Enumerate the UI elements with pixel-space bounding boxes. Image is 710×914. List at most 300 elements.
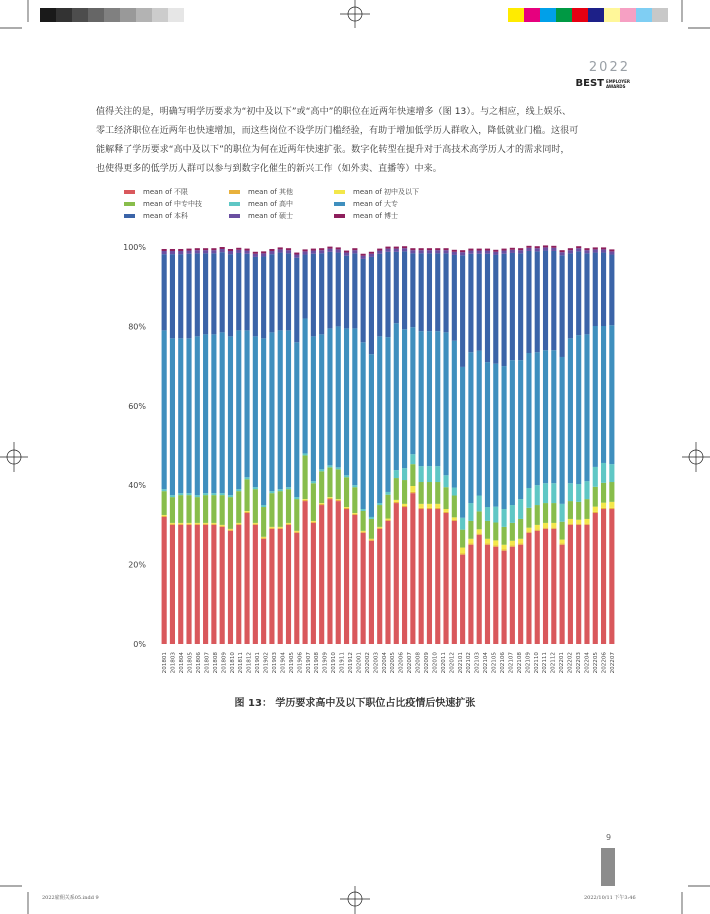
bar-segment bbox=[535, 531, 540, 644]
bar-segment bbox=[576, 335, 581, 484]
bar-segment bbox=[253, 525, 258, 644]
bar-segment bbox=[477, 251, 482, 254]
bar-segment bbox=[535, 505, 540, 525]
bar-segment bbox=[419, 466, 424, 482]
bar-segment bbox=[526, 251, 531, 353]
bar-segment bbox=[535, 352, 540, 485]
bar-segment bbox=[543, 350, 548, 483]
bar-segment bbox=[435, 508, 440, 509]
bar-segment bbox=[162, 254, 167, 330]
bar-segment bbox=[485, 521, 490, 539]
bar-segment bbox=[584, 524, 589, 525]
bar-segment bbox=[601, 326, 606, 463]
bar-segment bbox=[253, 487, 258, 489]
bar-segment bbox=[336, 501, 341, 644]
x-tick-label: 202001 bbox=[356, 652, 363, 674]
bar-segment bbox=[593, 247, 598, 249]
bar-segment bbox=[319, 334, 324, 469]
bar-segment bbox=[394, 323, 399, 470]
bar-segment bbox=[211, 495, 216, 523]
x-tick-label: 202102 bbox=[466, 652, 473, 674]
bar-segment bbox=[518, 253, 523, 360]
bar-segment bbox=[460, 548, 465, 554]
bar-segment bbox=[352, 485, 357, 487]
bar-segment bbox=[510, 546, 515, 547]
bar-segment bbox=[443, 248, 448, 250]
bar-segment bbox=[228, 249, 233, 251]
bar-segment bbox=[344, 509, 349, 644]
bar-segment bbox=[311, 251, 316, 254]
logo-line2: AWARDS bbox=[605, 84, 626, 89]
bar-segment bbox=[394, 478, 399, 500]
bar-segment bbox=[377, 505, 382, 527]
x-tick-label: 201805 bbox=[187, 652, 194, 674]
bar-segment bbox=[294, 342, 299, 497]
bar-segment bbox=[278, 529, 283, 644]
bar-segment bbox=[344, 253, 349, 256]
x-tick-label: 201812 bbox=[246, 652, 253, 674]
bar-segment bbox=[253, 336, 258, 487]
bar-segment bbox=[211, 334, 216, 493]
bar-segment bbox=[427, 509, 432, 644]
bar-segment bbox=[195, 248, 200, 250]
bar-segment bbox=[294, 497, 299, 499]
bar-segment bbox=[303, 500, 308, 501]
bar-segment bbox=[336, 326, 341, 467]
bar-segment bbox=[203, 334, 208, 493]
bar-segment bbox=[468, 249, 473, 251]
bar-segment bbox=[319, 253, 324, 334]
bar-segment bbox=[186, 251, 191, 254]
bar-segment bbox=[186, 254, 191, 339]
bar-segment bbox=[203, 493, 208, 495]
bar-segment bbox=[278, 491, 283, 527]
bar-segment bbox=[468, 254, 473, 352]
bar-segment bbox=[576, 502, 581, 520]
bar-segment bbox=[186, 525, 191, 644]
bar-segment bbox=[361, 532, 366, 533]
bar-segment bbox=[410, 464, 415, 486]
bar-segment bbox=[493, 523, 498, 541]
bar-segment bbox=[510, 360, 515, 505]
bar-segment bbox=[543, 483, 548, 503]
paragraph-line-2: 零工经济职位在近两年也快速增加，而这些岗位不设学历门槛经验，有助于增加低学历人群收入，降低就业门槛。这很可 bbox=[96, 126, 579, 136]
bar-segment bbox=[452, 341, 457, 488]
paragraph-line-4: 也使得更多的低学历人群可以参与到数字化催生的新兴工作（如外卖、直播等）中来。 bbox=[96, 164, 442, 174]
bar-segment bbox=[344, 508, 349, 509]
bar-segment bbox=[485, 249, 490, 251]
legend-label: mean of 本科 bbox=[143, 212, 189, 220]
bar-segment bbox=[211, 523, 216, 524]
bar-segment bbox=[286, 253, 291, 330]
bar-segment bbox=[244, 254, 249, 331]
bar-segment bbox=[303, 453, 308, 455]
x-tick-label: 202206 bbox=[601, 652, 608, 674]
bar-segment bbox=[186, 493, 191, 495]
bar-segment bbox=[568, 483, 573, 501]
bar-segment bbox=[377, 249, 382, 251]
bar-segment bbox=[253, 489, 258, 523]
bar-segment bbox=[560, 250, 565, 252]
bar-segment bbox=[609, 255, 614, 326]
bar-segment bbox=[584, 525, 589, 644]
bar-segment bbox=[361, 256, 366, 259]
bar-segment bbox=[535, 525, 540, 530]
bar-segment bbox=[584, 253, 589, 334]
bar-segment bbox=[278, 489, 283, 491]
bar-segment bbox=[427, 482, 432, 504]
bar-segment bbox=[502, 551, 507, 644]
bar-segment bbox=[236, 330, 241, 489]
bar-segment bbox=[244, 511, 249, 512]
x-tick-label: 201901 bbox=[255, 652, 262, 674]
bar-segment bbox=[278, 253, 283, 331]
bar-segment bbox=[211, 524, 216, 525]
bar-segment bbox=[435, 248, 440, 250]
paragraph-line-3: 能解释了学历要求“高中及以下”的职位为何在近两年快速扩张。数字化转型在提升对于高技术高学历人才的需求同时， bbox=[96, 145, 570, 155]
bar-segment bbox=[327, 499, 332, 644]
bar-segment bbox=[601, 483, 606, 503]
bar-segment bbox=[584, 250, 589, 253]
bar-segment bbox=[443, 509, 448, 512]
x-tick-label: 202103 bbox=[474, 652, 481, 674]
bar-segment bbox=[443, 475, 448, 487]
bar-segment bbox=[419, 509, 424, 644]
bar-segment bbox=[336, 500, 341, 501]
bar-segment bbox=[319, 469, 324, 471]
bar-segment bbox=[286, 489, 291, 523]
bar-segment bbox=[361, 533, 366, 644]
bar-segment bbox=[220, 493, 225, 495]
x-tick-label: 202205 bbox=[592, 652, 599, 674]
bar-segment bbox=[518, 544, 523, 545]
bar-segment bbox=[244, 479, 249, 511]
bar-segment bbox=[311, 523, 316, 644]
bar-segment bbox=[369, 257, 374, 354]
bar-segment bbox=[419, 504, 424, 508]
bar-segment bbox=[228, 254, 233, 336]
bar-segment bbox=[286, 250, 291, 253]
bar-segment bbox=[535, 246, 540, 248]
bar-segment bbox=[178, 493, 183, 495]
bar-segment bbox=[609, 482, 614, 502]
bar-segment bbox=[543, 247, 548, 250]
bar-segment bbox=[502, 249, 507, 251]
bar-segment bbox=[253, 523, 258, 524]
bar-segment bbox=[609, 464, 614, 482]
bar-segment bbox=[211, 250, 216, 253]
bar-segment bbox=[361, 531, 366, 532]
bar-segment bbox=[352, 514, 357, 515]
bar-segment bbox=[228, 251, 233, 254]
bar-segment bbox=[435, 466, 440, 482]
footer-timestamp: 2022/10/11 下午3:46 bbox=[584, 895, 636, 901]
bar-segment bbox=[244, 251, 249, 254]
legend-label: mean of 大专 bbox=[353, 200, 399, 208]
bar-segment bbox=[211, 525, 216, 644]
bar-segment bbox=[609, 509, 614, 644]
bar-segment bbox=[170, 254, 175, 338]
bar-segment bbox=[269, 529, 274, 644]
bar-segment bbox=[468, 352, 473, 503]
y-tick-label: 20% bbox=[128, 560, 146, 570]
bar-segment bbox=[170, 524, 175, 525]
bar-segment bbox=[576, 520, 581, 524]
bar-segment bbox=[186, 523, 191, 524]
bar-segment bbox=[502, 550, 507, 551]
bar-segment bbox=[336, 469, 341, 499]
bar-segment bbox=[203, 524, 208, 525]
bar-segment bbox=[593, 467, 598, 487]
bar-segment bbox=[502, 251, 507, 254]
bar-segment bbox=[402, 248, 407, 251]
page-number: 9 bbox=[606, 833, 612, 842]
bar-segment bbox=[584, 248, 589, 250]
bar-segment bbox=[236, 524, 241, 525]
legend-label: mean of 博士 bbox=[353, 212, 399, 220]
bar-segment bbox=[336, 247, 341, 249]
bar-segment bbox=[170, 495, 175, 497]
bar-segment bbox=[477, 254, 482, 351]
bar-segment bbox=[427, 248, 432, 250]
bar-segment bbox=[344, 475, 349, 477]
bar-segment bbox=[435, 509, 440, 644]
bar-segment bbox=[502, 254, 507, 366]
bar-segment bbox=[410, 454, 415, 464]
bar-segment bbox=[560, 252, 565, 255]
x-tick-label: 202111 bbox=[542, 652, 549, 674]
x-tick-label: 202204 bbox=[584, 652, 591, 674]
bar-segment bbox=[427, 504, 432, 508]
bar-segment bbox=[369, 254, 374, 257]
bar-segment bbox=[526, 528, 531, 532]
bar-segment bbox=[361, 509, 366, 511]
bar-segment bbox=[162, 251, 167, 254]
bar-segment bbox=[568, 524, 573, 525]
x-tick-label: 202009 bbox=[424, 652, 430, 674]
bar-segment bbox=[493, 255, 498, 364]
legend-label: mean of 其他 bbox=[248, 188, 294, 196]
bar-segment bbox=[211, 493, 216, 495]
bar-segment bbox=[286, 525, 291, 644]
bar-segment bbox=[344, 328, 349, 475]
bar-segment bbox=[601, 249, 606, 252]
bar-segment bbox=[352, 248, 357, 250]
x-tick-label: 202101 bbox=[457, 652, 464, 674]
bar-segment bbox=[543, 523, 548, 528]
bar-segment bbox=[236, 491, 241, 523]
x-tick-label: 202003 bbox=[373, 652, 380, 674]
bar-segment bbox=[551, 529, 556, 644]
bar-segment bbox=[170, 249, 175, 251]
legend-label: mean of 不限 bbox=[143, 188, 189, 196]
bar-segment bbox=[560, 545, 565, 644]
bar-segment bbox=[162, 491, 167, 515]
bar-segment bbox=[203, 523, 208, 524]
bar-segment bbox=[269, 332, 274, 491]
bar-segment bbox=[236, 525, 241, 644]
bar-segment bbox=[278, 330, 283, 489]
bar-segment bbox=[269, 254, 274, 332]
bar-segment bbox=[435, 504, 440, 508]
x-tick-label: 202107 bbox=[508, 652, 515, 674]
bar-segment bbox=[601, 247, 606, 249]
bar-segment bbox=[294, 531, 299, 532]
bar-segment bbox=[576, 248, 581, 251]
bar-segment bbox=[510, 250, 515, 253]
bar-segment bbox=[385, 492, 390, 495]
bar-segment bbox=[361, 511, 366, 531]
bar-segment bbox=[576, 251, 581, 335]
x-tick-label: 201806 bbox=[196, 652, 202, 674]
bar-segment bbox=[584, 481, 589, 499]
bar-segment bbox=[560, 544, 565, 545]
bar-segment bbox=[493, 546, 498, 547]
bar-segment bbox=[278, 247, 283, 249]
bar-segment bbox=[576, 524, 581, 525]
bar-segment bbox=[228, 336, 233, 495]
bar-segment bbox=[303, 499, 308, 500]
bar-segment bbox=[601, 509, 606, 644]
bar-segment bbox=[211, 253, 216, 334]
bar-segment bbox=[178, 249, 183, 251]
x-tick-label: 201904 bbox=[280, 652, 287, 674]
bar-segment bbox=[568, 501, 573, 519]
bar-segment bbox=[220, 249, 225, 252]
bar-segment bbox=[543, 529, 548, 644]
x-tick-label: 202004 bbox=[381, 652, 388, 674]
bar-segment bbox=[560, 540, 565, 544]
bar-segment bbox=[261, 507, 266, 537]
x-tick-label: 202012 bbox=[449, 652, 456, 674]
bar-segment bbox=[261, 538, 266, 539]
bar-segment bbox=[253, 252, 258, 254]
bar-segment bbox=[294, 533, 299, 644]
bar-segment bbox=[170, 251, 175, 254]
bar-segment bbox=[170, 338, 175, 495]
x-tick-label: 201811 bbox=[238, 652, 245, 674]
x-tick-label: 202112 bbox=[550, 652, 557, 674]
bar-segment bbox=[568, 250, 573, 253]
bar-segment bbox=[468, 521, 473, 539]
bar-segment bbox=[352, 250, 357, 253]
bar-segment bbox=[435, 250, 440, 253]
bar-segment bbox=[460, 555, 465, 644]
bar-segment bbox=[269, 249, 274, 251]
bar-segment bbox=[261, 257, 266, 339]
bar-segment bbox=[502, 509, 507, 527]
bar-segment bbox=[303, 255, 308, 319]
bar-segment bbox=[377, 503, 382, 505]
bar-segment bbox=[601, 503, 606, 508]
bar-segment bbox=[493, 252, 498, 255]
bar-segment bbox=[311, 522, 316, 523]
bar-segment bbox=[526, 532, 531, 533]
bar-segment bbox=[327, 465, 332, 467]
bar-segment bbox=[477, 535, 482, 644]
bar-segment bbox=[518, 250, 523, 253]
bar-segment bbox=[385, 495, 390, 519]
bar-segment bbox=[560, 357, 565, 504]
bar-segment bbox=[402, 480, 407, 504]
bar-segment bbox=[327, 252, 332, 329]
bar-segment bbox=[303, 251, 308, 254]
bar-segment bbox=[593, 249, 598, 252]
x-tick-label: 202108 bbox=[516, 652, 523, 674]
bar-segment bbox=[419, 508, 424, 509]
x-tick-label: 201810 bbox=[229, 652, 236, 674]
bar-segment bbox=[510, 505, 515, 523]
bar-segment bbox=[170, 523, 175, 524]
bar-segment bbox=[203, 495, 208, 523]
bar-segment bbox=[344, 251, 349, 253]
x-tick-label: 202007 bbox=[407, 652, 414, 674]
bar-segment bbox=[236, 523, 241, 524]
bar-segment bbox=[394, 249, 399, 252]
bar-segment bbox=[493, 364, 498, 507]
bar-segment bbox=[220, 252, 225, 332]
bar-segment bbox=[560, 522, 565, 540]
bar-segment bbox=[377, 528, 382, 529]
bar-segment bbox=[518, 539, 523, 544]
bar-segment bbox=[253, 257, 258, 336]
bar-segment bbox=[543, 528, 548, 529]
bar-segment bbox=[402, 507, 407, 644]
x-tick-label: 201905 bbox=[288, 652, 295, 674]
bar-segment bbox=[419, 253, 424, 331]
bar-segment bbox=[385, 520, 390, 521]
bar-segment bbox=[319, 250, 324, 253]
bar-segment bbox=[261, 505, 266, 507]
bar-segment bbox=[427, 331, 432, 466]
bar-segment bbox=[186, 249, 191, 251]
bar-segment bbox=[593, 513, 598, 644]
bar-segment bbox=[584, 519, 589, 524]
bar-segment bbox=[178, 254, 183, 338]
bar-segment bbox=[278, 527, 283, 528]
bar-segment bbox=[385, 519, 390, 520]
bar-segment bbox=[195, 524, 200, 525]
x-tick-label: 202202 bbox=[567, 652, 574, 674]
y-tick-label: 80% bbox=[128, 322, 146, 332]
bar-segment bbox=[510, 523, 515, 541]
bar-segment bbox=[220, 332, 225, 493]
bar-segment bbox=[535, 248, 540, 251]
bar-segment bbox=[419, 482, 424, 504]
bar-segment bbox=[477, 249, 482, 251]
bar-segment bbox=[361, 254, 366, 256]
bar-segment bbox=[609, 249, 614, 251]
bar-segment bbox=[435, 253, 440, 331]
x-tick-label: 201911 bbox=[339, 652, 346, 674]
bar-segment bbox=[236, 489, 241, 491]
bar-segment bbox=[311, 336, 316, 481]
bar-segment bbox=[601, 463, 606, 483]
bar-segment bbox=[385, 252, 390, 337]
bar-segment bbox=[228, 529, 233, 530]
bar-segment bbox=[377, 529, 382, 644]
bar-segment bbox=[568, 519, 573, 524]
bar-segment bbox=[186, 524, 191, 525]
x-tick-label: 201807 bbox=[204, 652, 211, 674]
bar-segment bbox=[485, 254, 490, 362]
x-tick-label: 201809 bbox=[221, 652, 228, 674]
bar-segment bbox=[493, 540, 498, 545]
bar-segment bbox=[195, 495, 200, 497]
bar-segment bbox=[402, 506, 407, 507]
bar-segment bbox=[485, 539, 490, 544]
logo-line1: EMPLOYER bbox=[605, 79, 630, 84]
